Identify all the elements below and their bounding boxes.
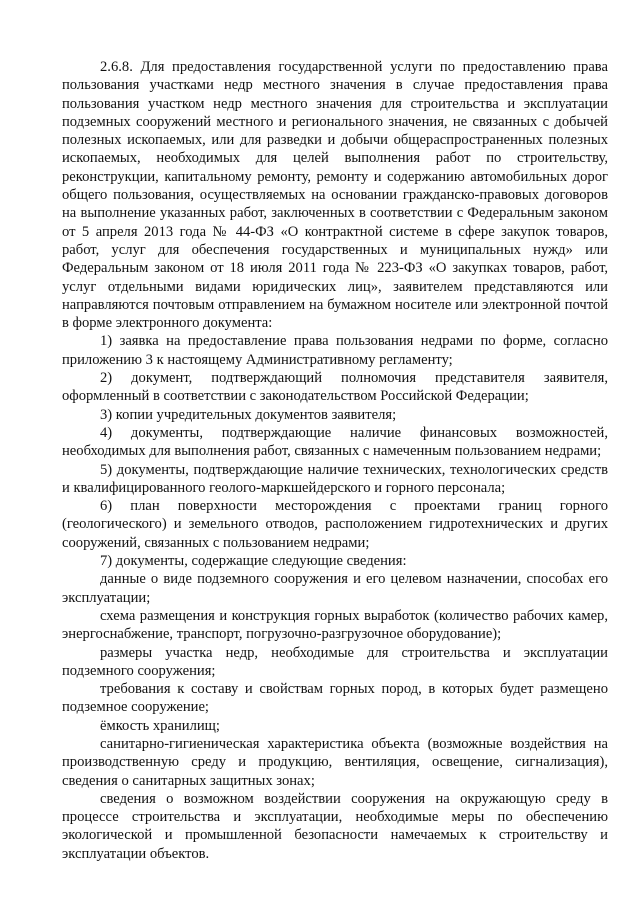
sub-item-plot-dimensions: размеры участка недр, необходимые для строительства и эксплуатации подземного сооружения; [62, 644, 608, 679]
sub-item-rock-requirements: требования к составу и свойствам горных пород, в которых будет размещено подземное сооружение; [62, 681, 608, 716]
list-item-6-surface-plan: 6) план поверхности месторождения с проектами границ горного (геологического) и земельного отводов, расположением гидротехнических и других сооружений, связанных с пользованием недрами; [62, 498, 608, 551]
sub-item-environmental-impact: сведения о возможном воздействии сооружения на окружающую среду в процессе строительства и эксплуатации, необходимые меры по обеспечению экологической и промышленной безопасности намечаемых к строительству и эксплуатации объектов. [62, 790, 608, 862]
list-item-4-financial-documents: 4) документы, подтверждающие наличие финансовых возможностей, необходимых для выполнения работ, связанных с намеченным пользованием недрами; [62, 424, 608, 460]
list-item-7-documents-with-info: 7) документы, содержащие следующие сведения: [100, 553, 407, 570]
paragraph-2-6-8-intro: 2.6.8. Для предоставления государственной услуги по предоставлению права пользования участками недр местного значения в случае предоставления права пользования участком недр местного значения для строительства и эксплуатации подземных сооружений местного и регионального значения, не связанных с добычей полезных ископаемых, или для разведки и добычи общераспространенных полезных ископаемых, необходимых для целей выполнения работ по строительству, реконструкции, капитальному ремонту, ремонту и содержанию автомобильных дорог общего пользования, осуществляемых на основании гражданско-правовых договоров на выполнение указанных работ, заключенных в соответствии с Федеральным законом от 5 апреля 2013 года № 44-ФЗ «О контрактной системе в сфере закупок товаров, работ, услуг для обеспечения государственных и муниципальных нужд» или Федеральным законом от 18 июля 2011 года № 223-ФЗ «О закупках товаров, работ, услуг отдельными видами юридических лиц», заявителем представляются или направляются почтовым отправлением на бумажном носителе или электронной почтой в форме электронного документа: [62, 59, 608, 332]
list-item-1-application: 1) заявка на предоставление права пользования недрами по форме, согласно приложению 3 к настоящему Административному регламенту; [62, 333, 608, 368]
sub-item-storage-capacity: ёмкость хранилищ; [100, 717, 220, 734]
sub-item-workings-layout: схема размещения и конструкция горных выработок (количество рабочих камер, энергоснабжение, транспорт, погрузочно-разгрузочное оборудование); [62, 607, 608, 643]
sub-item-structure-type: данные о виде подземного сооружения и его целевом назначении, способах его эксплуатации; [62, 571, 608, 606]
sub-item-sanitary-characteristics: санитарно-гигиеническая характеристика объекта (возможные воздействия на производственную среду и продукцию, вентиляция, освещение, сигнализация), сведения о санитарных защитных зонах; [62, 735, 608, 789]
list-item-5-technical-documents: 5) документы, подтверждающие наличие технических, технологических средств и квалифицированного геолого-маркшейдерского и горного персонала; [62, 461, 608, 496]
list-item-2-authority-document: 2) документ, подтверждающий полномочия представителя заявителя, оформленный в соответствии с законодательством Российской Федерации; [62, 370, 608, 405]
list-item-3-founding-documents: 3) копии учредительных документов заявителя; [100, 406, 397, 423]
